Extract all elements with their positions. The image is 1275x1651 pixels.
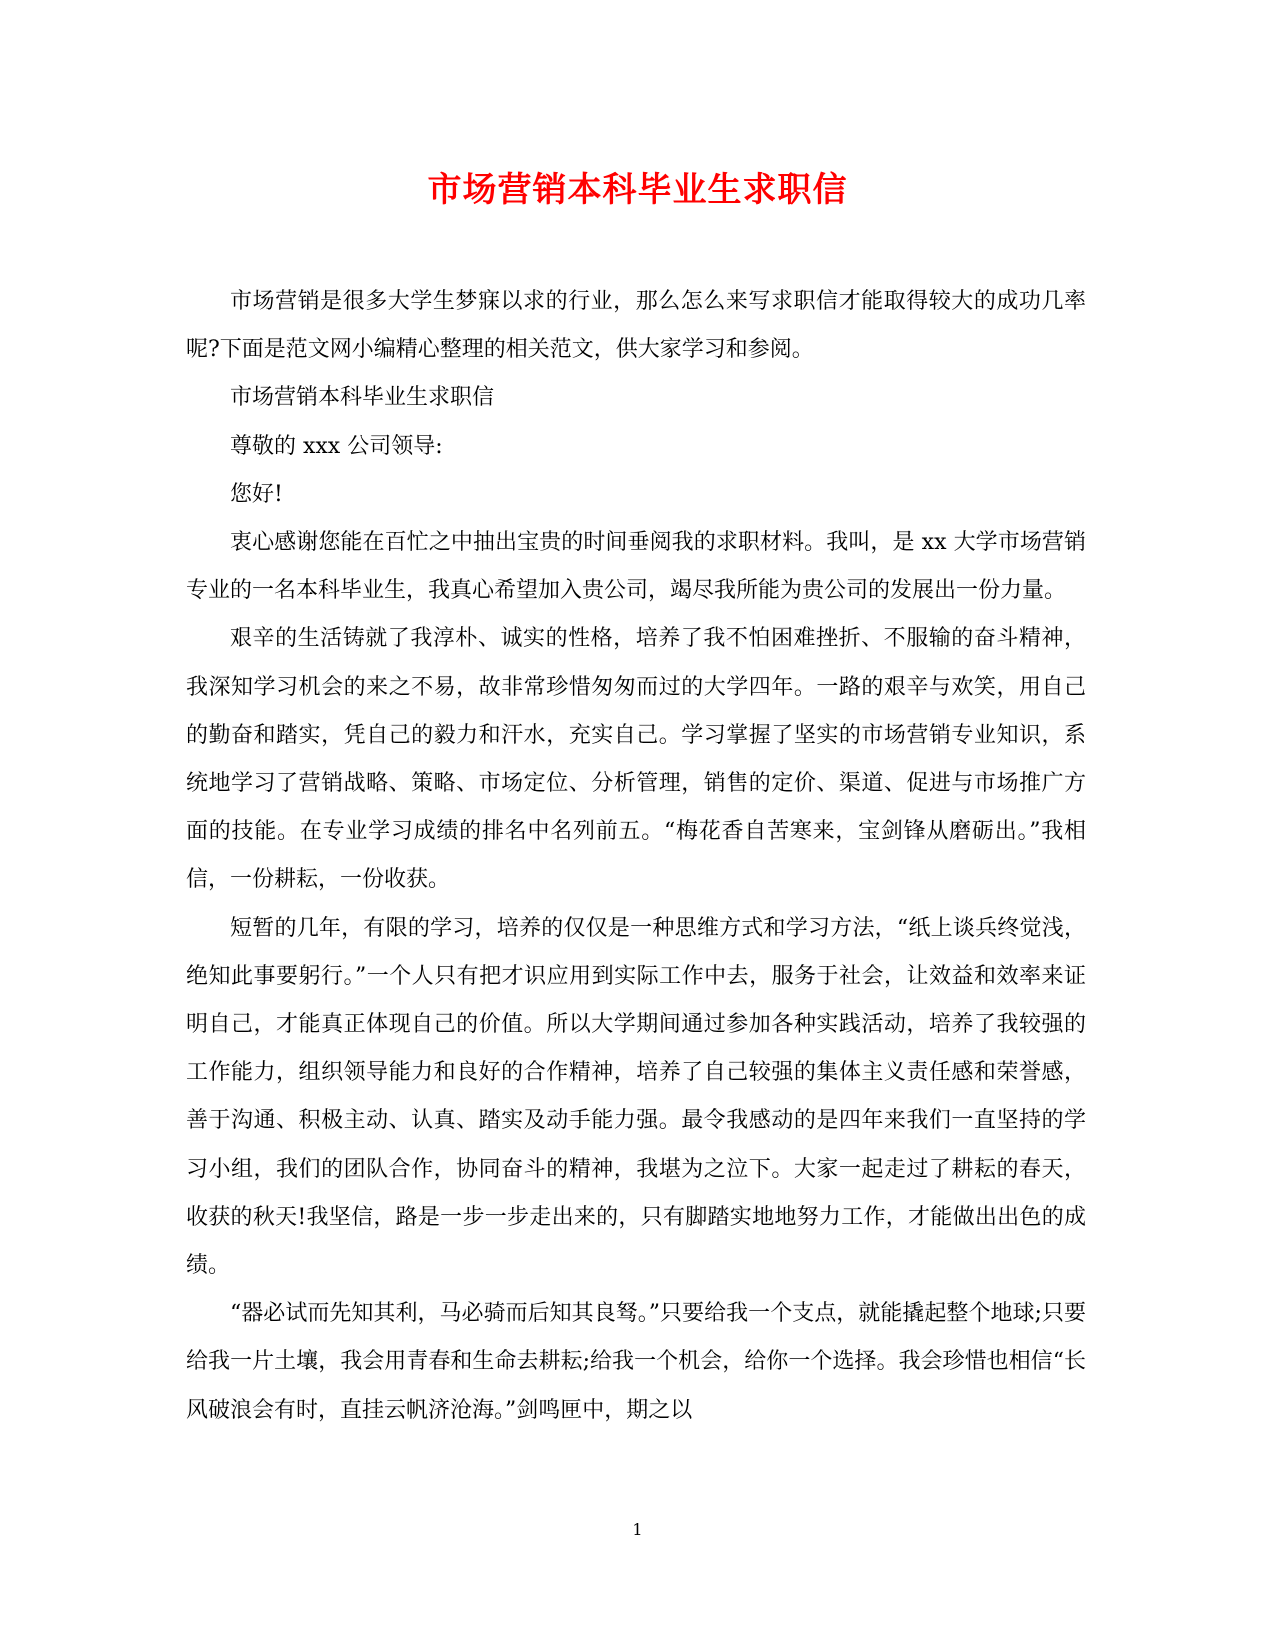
document-body [186,278,1086,1435]
intro-paragraph: 市场营销是很多大学生梦寐以求的行业，那么怎么来写求职信才能取得较大的成功几率呢?下面是范文网小编精心整理的相关范文，供大家学习和参阅。 [186,289,1086,363]
greeting: 您好! [230,481,283,507]
page-number: 1 [632,1520,643,1539]
salutation: 尊敬的 xxx 公司领导: [230,433,443,459]
body-paragraph: “器必试而先知其利，马必骑而后知其良驽。”只要给我一个支点，就能撬起整个地球;只要给我一片土壤，我会用青春和生命去耕耘;给我一个机会，给你一个选择。我会珍惜也相信“长风破浪会有时，直挂云帆济沧海。”剑鸣匣中，期之以 [186,1301,1086,1423]
body-paragraph: 衷心感谢您能在百忙之中抽出宝贵的时间垂阅我的求职材料。我叫，是 xx 大学市场营销专业的一名本科毕业生，我真心希望加入贵公司，竭尽我所能为贵公司的发展出一份力量。 [186,530,1086,604]
body-paragraph: 短暂的几年，有限的学习，培养的仅仅是一种思维方式和学习方法，“纸上谈兵终觉浅，绝知此事要躬行。”一个人只有把才识应用到实际工作中去，服务于社会，让效益和效率来证明自己，才能真正体现自己的价值。所以大学期间通过参加各种实践活动，培养了我较强的工作能力，组织领导能力和良好的合作精神，培养了自己较强的集体主义责任感和荣誉感，善于沟通、积极主动、认真、踏实及动手能力强。最令我感动的是四年来我们一直坚持的学习小组，我们的团队合作，协同奋斗的精神，我堪为之泣下。大家一起走过了耕耘的春天，收获的秋天!我坚信，路是一步一步走出来的，只有脚踏实地地努力工作，才能做出出色的成绩。 [186,915,1086,1279]
body-paragraph: 艰辛的生活铸就了我淳朴、诚实的性格，培养了我不怕困难挫折、不服输的奋斗精神，我深知学习机会的来之不易，故非常珍惜匆匆而过的大学四年。一路的艰辛与欢笑，用自己的勤奋和踏实，凭自己的毅力和汗水，充实自己。学习掌握了坚实的市场营销专业知识，系统地学习了营销战略、策略、市场定位、分析管理，销售的定价、渠道、促进与市场推广方面的技能。在专业学习成绩的排名中名列前五。“梅花香自苦寒来，宝剑锋从磨砺出。”我相信，一份耕耘，一份收获。 [186,626,1086,893]
letter-heading: 市场营销本科毕业生求职信 [230,385,495,411]
document-title: 市场营销本科毕业生求职信 [427,170,848,210]
